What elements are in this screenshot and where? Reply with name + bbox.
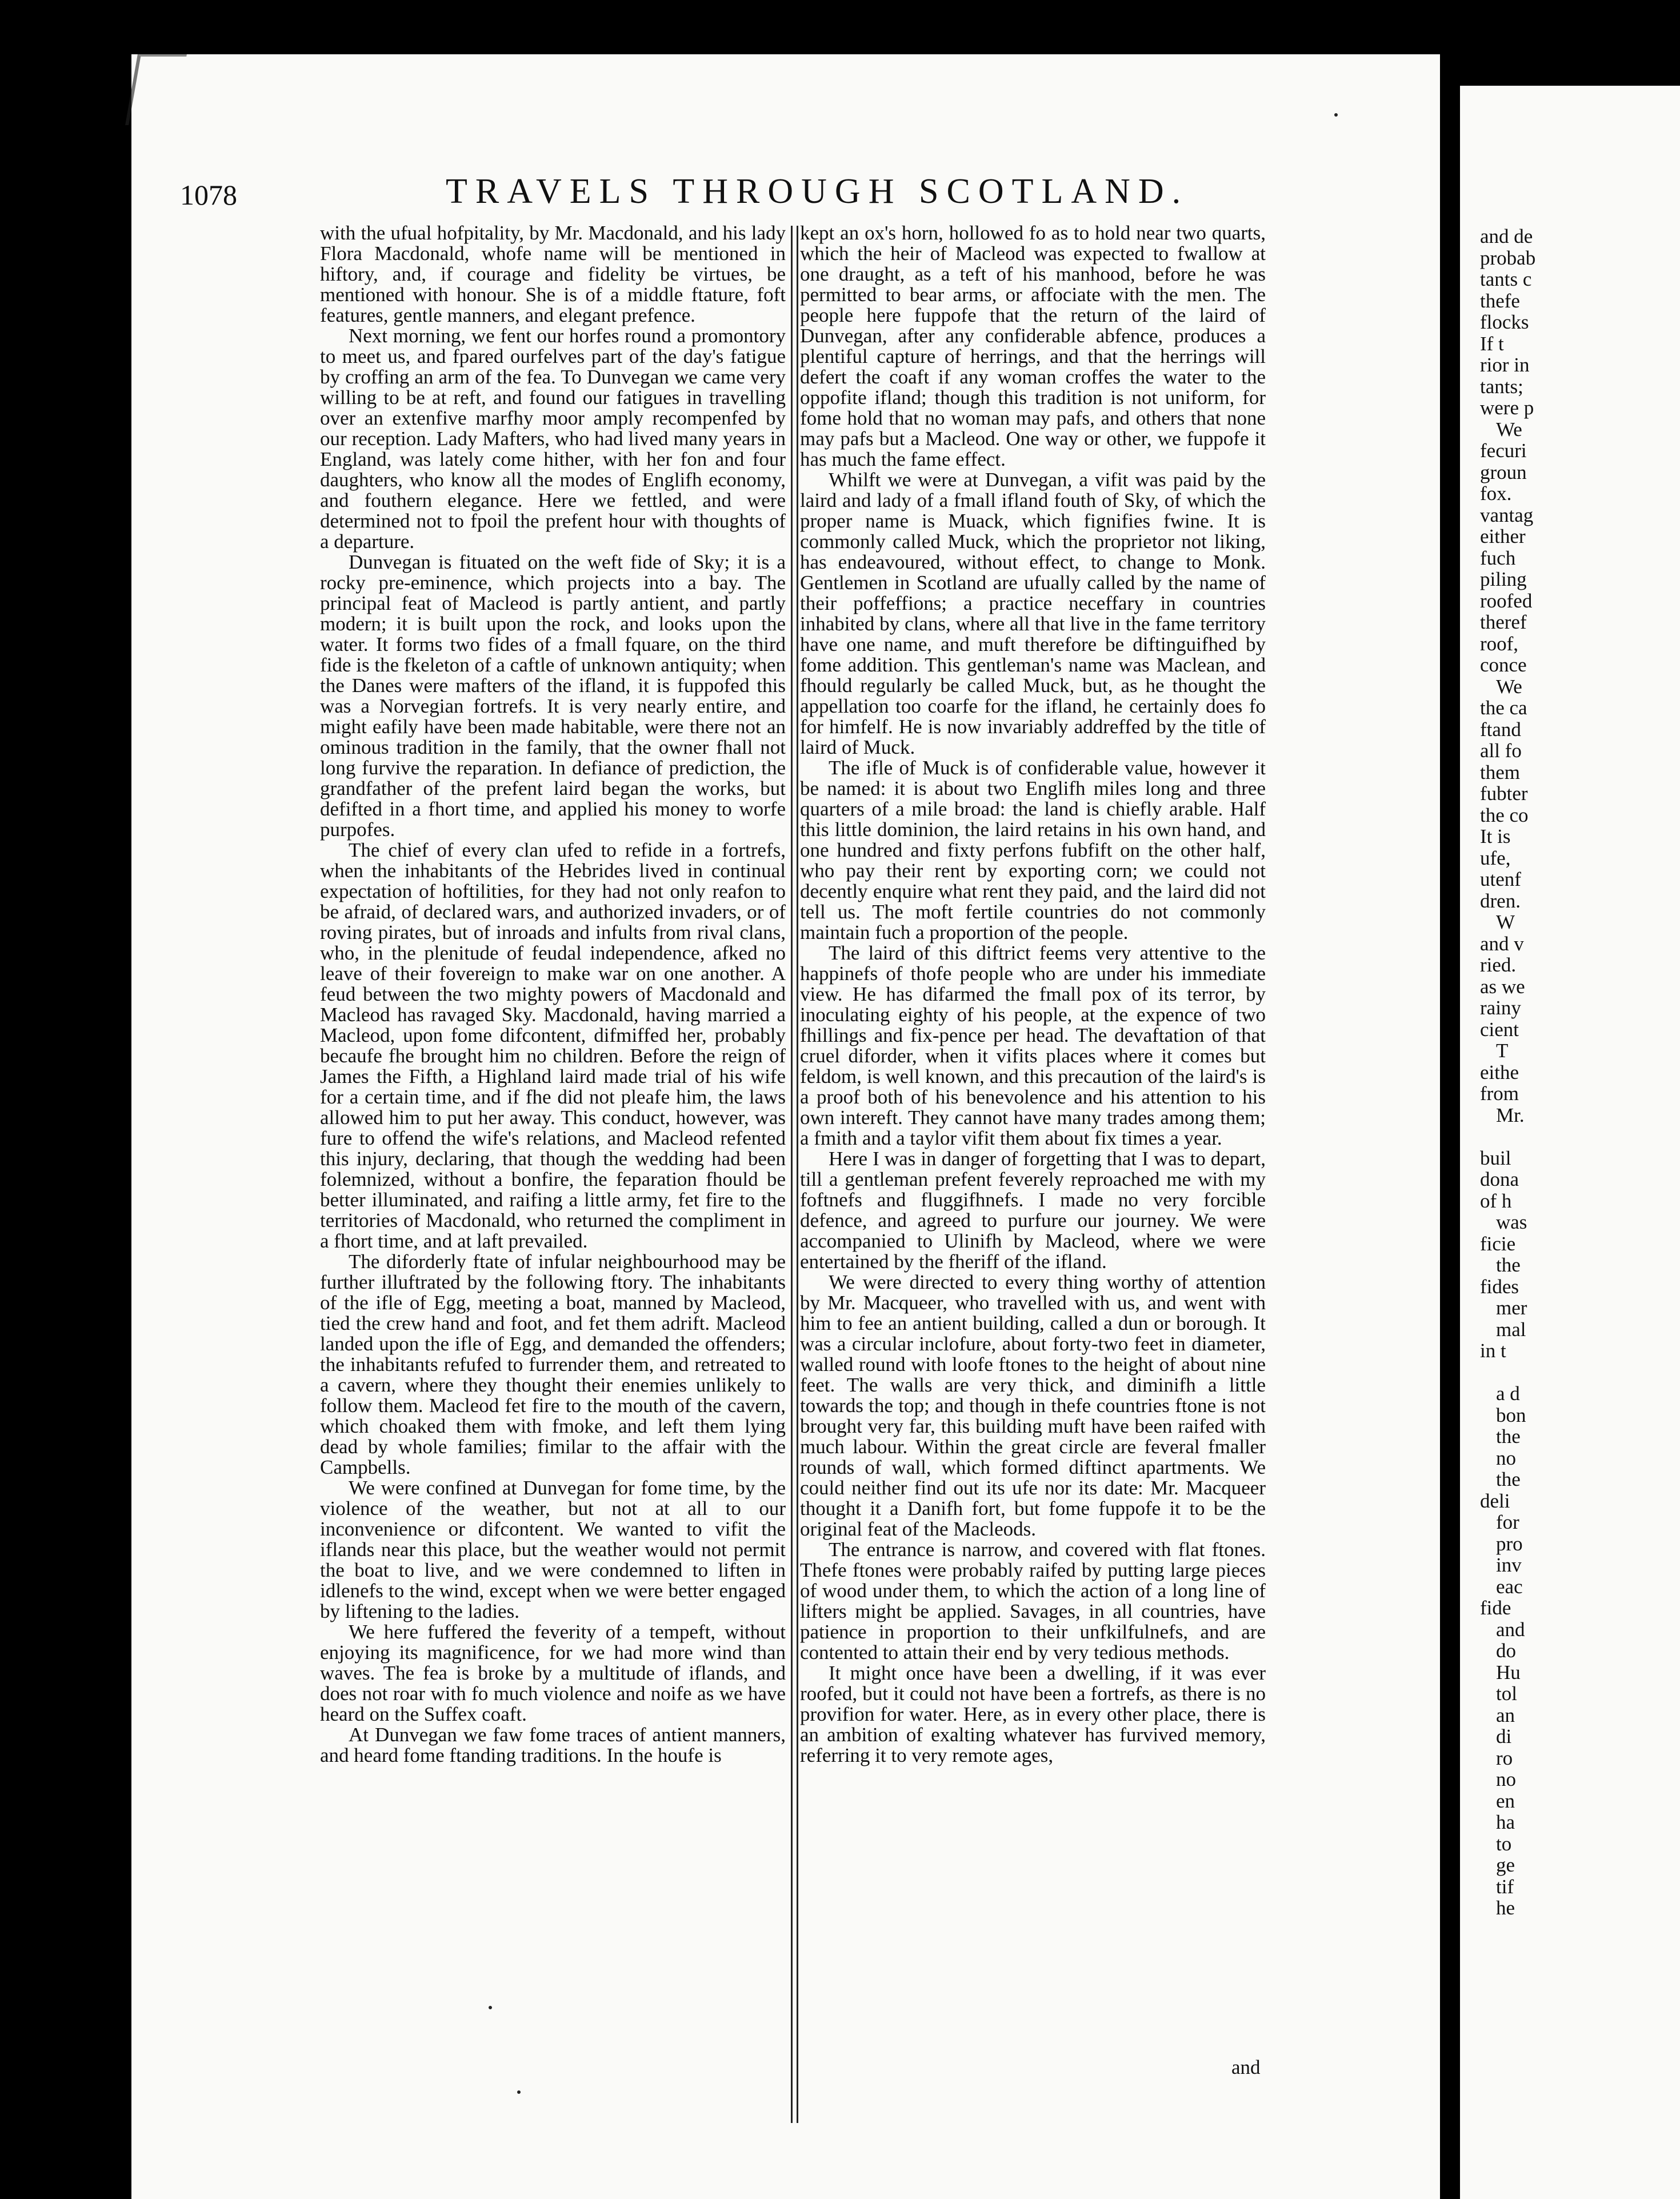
paragraph: We were directed to every thing worthy of attention by Mr. Macqueer, who travelled with us, and went with him to fee an antient building, called a dun or borough. It was a circular inclofure, about forty-two feet in diameter, walled round with loofe ftones to the height of about nine feet. The walls are very thick, and diminifh a little towards the top; and though in thefe countries ftone is not brought very far, this building muft have been raifed with much labour. Within the great circle are feveral fmaller rounds of wall, which formed diftinct apartments. We could neither find out its ufe nor its date: Mr. Macqueer thought it a Danifh fort, but fome fuppofe it to be the original feat of the Macleods. xyxy=(800,1271,1266,1540)
paragraph: The entrance is narrow, and covered with flat ftones. Thefe ftones were probably raifed by putting large pieces of wood under them, to which the action of a long line of lifters might be applied. Savages, in all countries, have patience in proportion to their unfkilfulnefs, and are contented to attain their end by very tedious methods. xyxy=(800,1538,1266,1664)
paragraph: Next morning, we fent our horfes round a promontory to meet us, and fpared ourfelves part of the day's fatigue by croffing an arm of the fea. To Dunvegan we came very willing to be at reft, and found our fatigues in travelling over an extenfive marfhy moor amply recompenfed by our reception. Lady Mafters, who had lived many years in England, was lately come hither, with her fon and four daughters, who know all the modes of Englifh economy, and fouthern elegance. Here we fettled, and were determined not to fpoil the prefent hour with thoughts of a departure. xyxy=(320,325,786,553)
right-page-fragment: probab xyxy=(1480,247,1536,269)
paragraph: At Dunvegan we faw fome traces of antient manners, and heard fome ftanding traditions. In the houfe is xyxy=(320,1724,786,1766)
right-page-fragment: a d xyxy=(1496,1383,1520,1405)
right-page-fragment: rior in xyxy=(1480,354,1530,376)
paragraph: Here I was in danger of forgetting that I was to depart, till a gentleman prefent feverely reproached me with my foftnefs and fluggifhnefs. I made no very forcible defence, and agreed to purfure our journey. We were accompanied to Ulinifh by Macleod, where we were entertained by the fheriff of the ifland. xyxy=(800,1148,1266,1273)
right-page-fragment: as we xyxy=(1480,975,1525,998)
right-page-fragment: the ca xyxy=(1480,697,1527,719)
column-rule xyxy=(797,226,798,2123)
right-page-fragment: tants; xyxy=(1480,375,1523,398)
right-page-fragment: ge xyxy=(1496,1854,1515,1876)
right-page-fragment: the xyxy=(1496,1426,1521,1448)
page-number: 1078 xyxy=(180,179,237,211)
right-page-fragment: mer xyxy=(1496,1297,1527,1319)
right-page-fragment: tol xyxy=(1496,1683,1517,1705)
right-page-fragment: either xyxy=(1480,526,1526,547)
left-column xyxy=(320,223,786,1766)
column-rule xyxy=(791,226,793,2123)
right-page-fragment: ro xyxy=(1496,1747,1513,1769)
right-page-fragment: conce xyxy=(1480,654,1527,676)
paragraph: The ifle of Muck is of confiderable value, however it be named: it is about two Englifh miles long and three quarters of a mile broad: the land is chiefly arable. Half this little dominion, the laird retains in his own hand, and one hundred and fixty perfons fubfift on the other half, who pay their rent by exporting corn; we could not decently enquire what rent they paid, and the laird did not tell us. The moft fertile countries do not commonly maintain fuch a proportion of the people. xyxy=(800,757,1266,943)
right-page-fragment: and de xyxy=(1480,226,1533,247)
right-page-fragment: buil xyxy=(1480,1147,1511,1169)
right-page-fragment: It is xyxy=(1480,826,1511,847)
right-page-fragment: deli xyxy=(1480,1490,1510,1512)
paragraph: It might once have been a dwelling, if it was ever roofed, but it could not have been a fortrefs, as there is no provifion for water. Here, as in every other place, there is an ambition of exalting whatever has furvived memory, referring it to very remote ages, xyxy=(800,1662,1266,1766)
paragraph: The diforderly ftate of infular neighbourhood may be further illuftrated by the following ftory. The inhabitants of the ifle of Egg, meeting a boat, manned by Macleod, tied the crew hand and foot, and fet them adrift. Macleod landed upon the ifle of Egg, and demanded the offenders; the inhabitants refufed to furrender them, and retreated to a cavern, where they thought their enemies unlikely to follow them. Macleod fet fire to the mouth of the cavern, which choaked them with fmoke, and left them lying dead by whole families; fimilar to the affair with the Campbells. xyxy=(320,1250,786,1478)
right-page-fragment: the co xyxy=(1480,804,1529,826)
right-page-fragment: piling xyxy=(1480,569,1527,590)
paragraph: kept an ox's horn, hollowed fo as to hold near two quarts, which the heir of Macleod was expected to fwallow at one draught, as a teft of his manhood, before he was permitted to bear arms, or affociate with the men. The people here fuppofe that the return of the laird of Dunvegan, after any confiderable abfence, produces a plentiful capture of herrings, and that the herrings will defert the coaft if any woman croffes the water to the oppofite ifland; though this tradition is not uniform, for fome hold that no woman may pafs, and others that none may pafs but a Macleod. One way or other, we fuppofe it has much the fame effect. xyxy=(800,222,1266,470)
right-page-fragment: the xyxy=(1496,1469,1521,1490)
right-page-fragment: utenf xyxy=(1480,869,1521,890)
right-page-fragment: tants c xyxy=(1480,269,1532,290)
right-page-fragment: tif xyxy=(1496,1876,1514,1898)
right-page-fragment: an xyxy=(1496,1704,1515,1726)
paragraph: with the ufual hofpitality, by Mr. Macdonald, and his lady Flora Macdonald, whofe name will be mentioned in hiftory, and, if courage and fidelity be virtues, be mentioned with honour. She is of a middle ftature, foft features, gentle manners, and elegant prefence. xyxy=(320,222,786,326)
right-page-fragment: pro xyxy=(1496,1533,1523,1555)
right-page-fragment: fecuri xyxy=(1480,440,1527,462)
right-page-fragment: and xyxy=(1496,1618,1525,1641)
ink-speck xyxy=(1334,113,1338,117)
right-page-fragment: fides xyxy=(1480,1276,1519,1298)
right-page-fragment: the xyxy=(1496,1254,1521,1276)
paragraph: Whilft we were at Dunvegan, a vifit was paid by the laird and lady of a fmall ifland fouth of Sky, of which the proper name is Muack, which fignifies fwine. It is commonly called Muck, which the proprietor not liking, has endeavoured, without effect, to change to Monk. Gentlemen in Scotland are ufually called by the name of their poffeffions; a practice neceffary in countries inhabited by clans, where all that live in the fame territory have one name, and muft therefore be diftinguifhed by fome addition. This gentleman's name was Maclean, and fhould regularly be called Muck, but, as he thought the appellation too coarfe for the ifland, he certainly does fo for himfelf. He is now invariably addreffed by the title of laird of Muck. xyxy=(800,469,1266,758)
right-page-fragment: fox. xyxy=(1480,483,1512,505)
right-page-fragment: and v xyxy=(1480,933,1524,955)
paragraph: The chief of every clan ufed to refide in a fortrefs, when the inhabitants of the Hebrides lived in continual expectation of hoftilities, for they had not only reafon to be afraid, of declared wars, and authorized invaders, or of roving pirates, but of inroads and infults from rival clans, who, in the plenitude of feudal independence, afked no leave of their fovereign to make war on one another. A feud between the two mighty powers of Macdonald and Macleod has ravaged Sky. Macdonald, having married a Macleod, upon fome difcontent, difmiffed her, probably becaufe fhe brought him no children. Before the reign of James the Fifth, a Highland laird made trial of his wife for a certain time, and if fhe did not pleafe him, the laws allowed him to put her away. This conduct, however, was fure to offend the wife's relations, and Macleod refented this injury, declaring, that though the wedding had been folemnized, without a bonfire, the feparation fhould be better illuminated, and raifing a little army, fet fire to the territories of Macdonald, who returned the compliment in a fhort time, and at laft prevailed. xyxy=(320,839,786,1252)
right-page-fragment: en xyxy=(1496,1790,1515,1812)
right-page-fragment: to xyxy=(1496,1833,1512,1855)
right-page-fragment: mal xyxy=(1496,1318,1526,1341)
right-page-fragment: T xyxy=(1496,1040,1509,1062)
right-page-fragment: for xyxy=(1496,1512,1519,1533)
right-page-fragment: Hu xyxy=(1496,1661,1521,1684)
paragraph: Dunvegan is fituated on the weft fide of Sky; it is a rocky pre-eminence, which projects into a bay. The principal feat of Macleod is partly antient, and partly modern; it is built upon the rock, and looks upon the water. It forms two fides of a fmall fquare, on the third fide is the fkeleton of a caftle of unknown antiquity; when the Danes were mafters of the ifland, it is fuppofed this was a Norvegian fortrefs. It is very nearly entire, and might eafily have been made habitable, were there not an ominous tradition in the family, that the owner fhall not long furvive the reparation. In defiance of prediction, the grandfather of the prefent laird began the works, but defifted in a fhort time, and applied his money to worfe purpofes. xyxy=(320,551,786,841)
paragraph: The laird of this diftrict feems very attentive to the happinefs of thofe people who are under his immediate view. He has difarmed the fmall pox of its terror, by inoculating eighty of his people, at the expence of two fhillings and fix-pence per head. The devaftation of that cruel diforder, when it vifits places where it comes but feldom, is well known, and this precaution of the laird's is a proof both of his benevolence and his attention to his own intereft. They cannot have many trades among them; a fmith and a taylor vifit them about fix times a year. xyxy=(800,942,1266,1149)
running-title: TRAVELS THROUGH SCOTLAND. xyxy=(446,172,1189,211)
right-page-fragment: ried. xyxy=(1480,954,1517,976)
right-page-fragment: do xyxy=(1496,1640,1516,1662)
right-column xyxy=(800,223,1266,1766)
paragraph: We were confined at Dunvegan for fome time, by the violence of the weather, but not at all to our inconvenience or difcontent. We wanted to vifit the iflands near this place, but the weather would not permit the boat to live, and we were condemned to liften in idlenefs to the wind, except when we were better engaged by liftening to the ladies. xyxy=(320,1477,786,1622)
right-page-fragment: in t xyxy=(1480,1340,1506,1362)
right-page-fragment: cient xyxy=(1480,1018,1519,1041)
right-page-fragment: dren. xyxy=(1480,890,1521,912)
right-page-fragment: was xyxy=(1496,1212,1527,1233)
right-page-fragment: from xyxy=(1480,1083,1519,1105)
right-page-fragment: eac xyxy=(1496,1576,1523,1598)
right-page-fragment: flocks xyxy=(1480,311,1529,333)
right-page-fragment: ftand xyxy=(1480,718,1521,741)
right-page-fragment: he xyxy=(1496,1897,1515,1919)
ink-speck xyxy=(489,2006,492,2009)
right-page-fragment: Mr. xyxy=(1496,1104,1525,1126)
right-page-fragment: no xyxy=(1496,1447,1516,1469)
right-page-fragment: inv xyxy=(1496,1554,1522,1576)
right-page-fragment: them xyxy=(1480,761,1520,783)
right-page-fragment: vantag xyxy=(1480,504,1534,526)
right-page-fragment: fuch xyxy=(1480,547,1516,569)
right-page-fragment: di xyxy=(1496,1726,1512,1748)
right-page-fragment: roof, xyxy=(1480,633,1519,655)
right-page-fragment: eithe xyxy=(1480,1061,1519,1083)
right-page-fragment: all fo xyxy=(1480,740,1522,762)
right-page-fragment: fide xyxy=(1480,1597,1511,1619)
right-page-fragment: groun xyxy=(1480,461,1527,483)
right-page-fragment: ufe, xyxy=(1480,847,1511,869)
right-page-fragment: theref xyxy=(1480,611,1527,633)
catchword: and xyxy=(1231,2056,1261,2078)
right-page-fragment: We xyxy=(1496,675,1522,698)
right-page-fragment: bon xyxy=(1496,1404,1526,1426)
right-page-fragment: were p xyxy=(1480,397,1534,419)
right-page-fragment: ha xyxy=(1496,1812,1515,1833)
right-page-fragment: no xyxy=(1496,1769,1516,1790)
right-page-fragment: W xyxy=(1496,911,1515,933)
right-page-fragment: of h xyxy=(1480,1190,1512,1212)
right-page-fragment: We xyxy=(1496,418,1522,441)
right-page-fragment: roofed xyxy=(1480,590,1533,612)
right-page-fragment: fubter xyxy=(1480,783,1528,805)
right-page-fragment: If t xyxy=(1480,333,1504,355)
right-page-fragment: dona xyxy=(1480,1169,1519,1190)
right-page-fragment: thefe xyxy=(1480,290,1520,312)
paragraph: We here fuffered the feverity of a tempeft, without enjoying its magnificence, for we had more wind than waves. The fea is broke by a multitude of iflands, and does not roar with fo much violence and noife as we have heard on the Suffex coaft. xyxy=(320,1621,786,1725)
right-page-fragment: ficie xyxy=(1480,1233,1516,1255)
ink-speck xyxy=(517,2090,521,2094)
right-page-fragment: rainy xyxy=(1480,997,1521,1019)
